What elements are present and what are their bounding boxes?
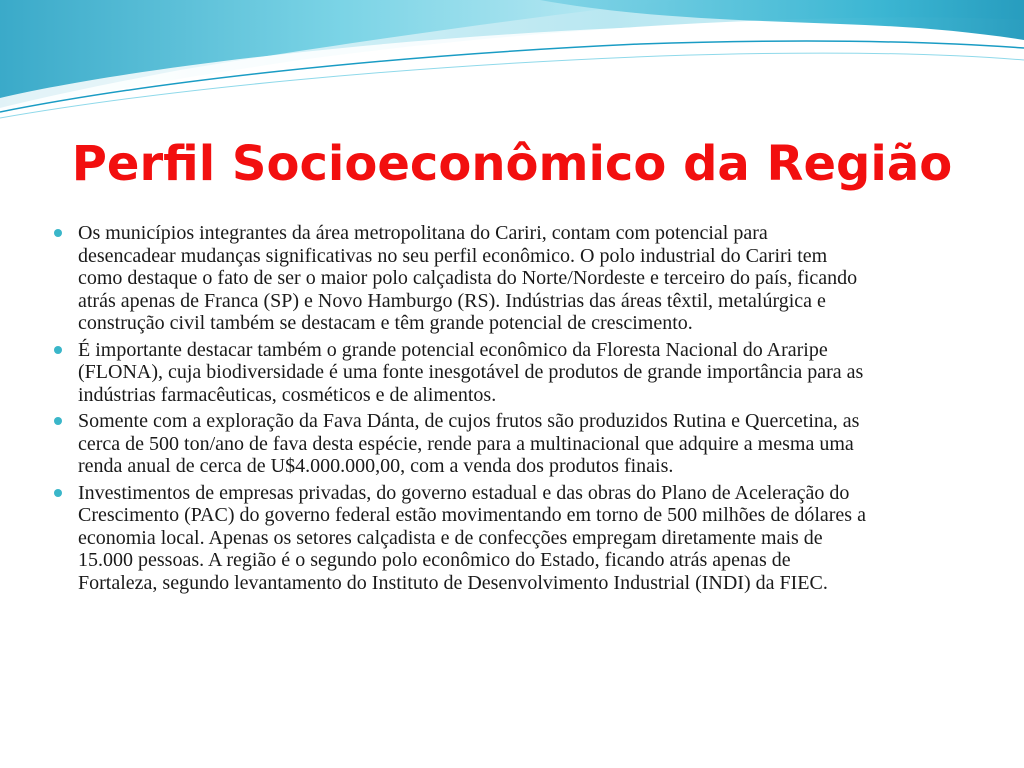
list-item: [50, 482, 870, 595]
bullet-text: Os municípios integrantes da área metropolitana do Cariri, contam com potencial para desencadear mudanças significativas no seu perfil econômico. O polo industrial do Cariri tem como destaque o fato de ser o maior polo calçadista do Norte/Nordeste e terceiro do país, ficando atrás apenas de Franca (SP) e Novo Hamburgo (RS). Indústrias das áreas têxtil, metalúrgica e construção civil também se destacam e têm grande potencial de crescimento.: [78, 222, 858, 334]
decorative-wave-header: [0, 0, 1024, 130]
list-item: [50, 339, 870, 407]
list-item: [50, 222, 870, 335]
bullet-dot-icon: [54, 346, 62, 354]
bullet-dot-icon: [54, 489, 62, 497]
bullet-dot-icon: [54, 417, 62, 425]
slide-title: Perfil Socioeconômico da Região: [71, 136, 953, 192]
list-item: [50, 410, 870, 478]
bullet-text: É importante destacar também o grande potencial econômico da Floresta Nacional do Araripe (FLONA), cuja biodiversidade é uma fonte inesgotável de produtos de grande importância para as indústrias farmacêuticas, cosméticos e de alimentos.: [78, 338, 864, 406]
bullet-text: Somente com a exploração da Fava Dánta, de cujos frutos são produzidos Rutina e Quercetina, as cerca de 500 ton/ano de fava desta espécie, rende para a multinacional que adquire a mesma uma renda anual de cerca de U$4.000.000,00, com a venda dos produtos finais.: [78, 410, 860, 477]
bullet-list: [50, 222, 870, 598]
bullet-dot-icon: [54, 229, 62, 237]
bullet-text: Investimentos de empresas privadas, do governo estadual e das obras do Plano de Aceleração do Crescimento (PAC) do governo federal estão movimentando em torno de 500 milhões de dólares a economia local. Apenas os setores calçadista e de confecções empregam diretamente mais de 15.000 pessoas. A região é o segundo polo econômico do Estado, ficando atrás apenas de Fortaleza, segundo levantamento do Instituto de Desenvolvimento Industrial (INDI) da FIEC.: [78, 481, 866, 594]
